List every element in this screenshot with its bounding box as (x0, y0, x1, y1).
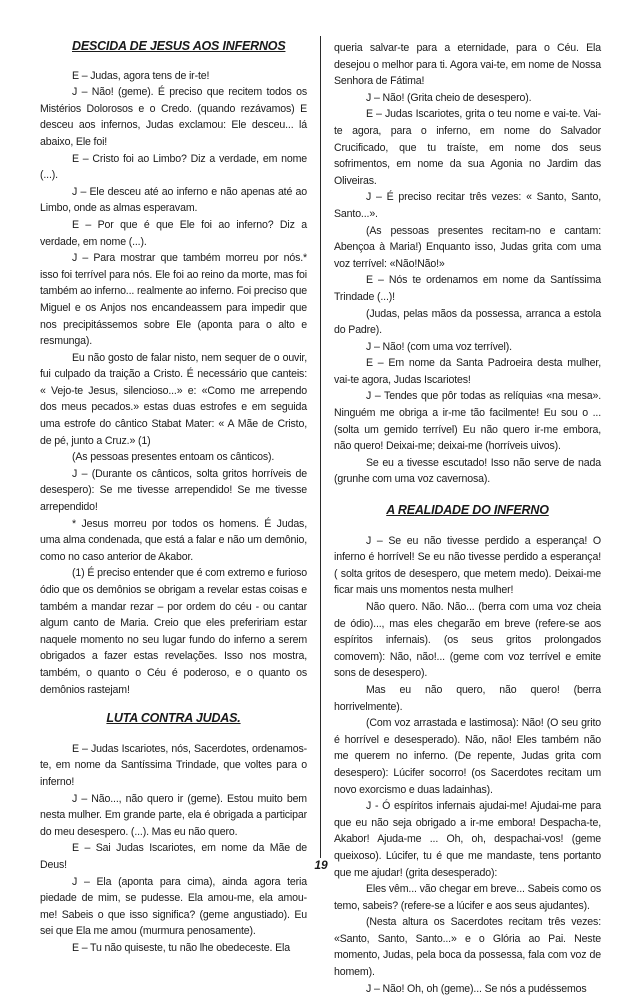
paragraph: J - Ó espíritos infernais ajudai-me! Ajudai-me para que eu não seja obrigado a ir-me embora! Despacha-te, Akabor! Ajuda-me ... Oh, oh, despachai-vos! (geme queixoso). Lúcifer, tu é que me mandaste, tens portanto que me ajudar! (grita desesperado): (334, 800, 601, 879)
paragraph: E – Sai Judas Iscariotes, em nome da Mãe de Deus! (40, 842, 307, 871)
paragraph: E – Cristo foi ao Limbo? Diz a verdade, em nome (...). (40, 152, 307, 182)
paragraph: (Com voz arrastada e lastimosa): Não! (O seu grito é horrível e desesperado). Não, não! Eles também não me querem no inferno. (De repente, Judas grita com desespero): Lúcifer socorro! (os Sacerdotes recitam um novo exorcismo e duas ladainhas). (334, 717, 601, 796)
paragraph: Não quero. Não. Não... (berra com uma voz cheia de ódio)..., mas eles chegarão em breve (refere-se aos espíritos infernais). (os seus gritos prolongados comovem): Não, não!... (geme com voz terrível e emite sons de desespero). (334, 601, 601, 680)
paragraph: queria salvar-te para a eternidade, para o Céu. Ela desejou o melhor para ti. Agora vai-te, em nome de Nossa Senhora de Fátima! (334, 42, 601, 88)
paragraph: E – Judas Iscariotes, grita o teu nome e vai-te. Vai-te agora, para o inferno, em nome do Salvador Crucificado, que tu traíste, em nome dos seus sofrimentos, em nome da sua Agonia no Jardim das Oliveiras. (334, 108, 601, 187)
paragraph: J – (Durante os cânticos, solta gritos horríveis de desespero): Se me tivesse arrependido! Se me tivesse arrependido! (40, 467, 307, 514)
paragraph: E – Judas Iscariotes, nós, Sacerdotes, ordenamos-te, em nome da Santíssima Trindade, que voltes para o inferno! (40, 742, 307, 788)
paragraph: J – É preciso recitar três vezes: « Santo, Santo, Santo...». (334, 191, 601, 220)
paragraph: Se eu a tivesse escutado! Isso não serve de nada (grunhe com uma voz cavernosa). (334, 456, 601, 486)
footnote: * Jesus morreu por todos os homens. É Judas, uma alma condenada, que está a falar e não um demônio, como no caso anterior de Akabor. (40, 517, 307, 563)
paragraph: J – Ele desceu até ao inferno e não apenas até ao Limbo, onde as almas esperavam. (40, 185, 307, 215)
paragraph: Eles vêm... vão chegar em breve... Sabeis como os temo, sabeis? (refere-se a lúcifer e aos seus ajudantes). (334, 883, 601, 912)
paragraph: J – Para mostrar que também morreu por nós.* isso foi terrível para nós. Ele foi ao reino da morte, mas foi também ao inferno... realmente ao inferno. Foi preciso que Miguel e os Anjos nos encandeassem para impedir que nos precipitássemos sobre Ele (aponta para o alto e resmunga). (40, 252, 307, 348)
column-divider (320, 36, 321, 858)
paragraph: J – Ela (aponta para cima), ainda agora teria piedade de mim, se pudesse. Ela amou-me, ela amou-me! Sabeis o que isso significa? (geme angustiado). Eu sei que Ela me amou (murmura penosamente). (40, 875, 307, 938)
paragraph: (As pessoas presentes entoam os cânticos). (72, 451, 275, 464)
paragraph: Eu não gosto de falar nisto, nem sequer de o ouvir, fui culpado da traição a Cristo. É necessário que canteis: « Vejo-te Jesus, silencioso...» e: «Como me arrependo dos meus pecados.» estas duas estrofes e em seguida uma estrofe do cântico Stabat Mater: « A Mãe de Cristo, de pé, junto a Cruz.» (1) (40, 351, 307, 447)
paragraph: Mas eu não quero, não quero! (berra horrivelmente). (334, 683, 601, 713)
paragraph: J – Tendes que pôr todas as relíquias «na mesa». Ninguém me obriga a ir-me tão facilmente! Eu sou o ... (solta um gemido terrível) Eu não quero ir-me embora, não quero! Deixai-me; deixai-me (horríveis uivos). (334, 390, 601, 453)
paragraph: E – Judas, agora tens de ir-te! (72, 69, 210, 82)
paragraph: E – Nós te ordenamos em nome da Santíssima Trindade (...)! (334, 274, 601, 303)
paragraph: E – Em nome da Santa Padroeira desta mulher, vai-te agora, Judas Iscariotes! (334, 357, 601, 386)
paragraph: (Nesta altura os Sacerdotes recitam três vezes: «Santo, Santo, Santo...» e o Glória ao Pai. Neste momento, Judas, pela boca da possessa, fala com voz de homem). (334, 916, 601, 979)
footnote: (1) É preciso entender que é com extremo e furioso ódio que os demônios se obrigam a revelar estas coisas e também a mandar rezar – por ordem do céu - ou cantar algum canto de Maria. Creio que eles prefeririam estar naquele momento no seu lugar fundo do inferno a serem obrigados a fazer estas revelações. Isso nos mostra, também, o quanto o Céu é poderoso, e o quanto os demônios rastejam! (40, 567, 307, 696)
paragraph: J – Não..., não quero ir (geme). Estou muito bem nesta mulher. Em grande parte, ela é obrigada a participar do meu desespero. (...). Mas eu não quero. (40, 792, 307, 838)
left-column (40, 40, 307, 956)
section-heading-realidade: A REALIDADE DO INFERNO (386, 503, 549, 518)
paragraph: J – Se eu não tivesse perdido a esperança! O inferno é horrível! Se eu não tivesse perdido a esperança! ( solta gritos de desespero, que metem medo). Deixai-me ficar mais uns momentos nesta mulher! (334, 534, 601, 597)
paragraph: J – Não! (com uma voz terrível). (366, 340, 512, 353)
paragraph: (Judas, pelas mãos da possessa, arranca a estola do Padre). (334, 307, 601, 337)
paragraph: E – Por que é que Ele foi ao inferno? Diz a verdade, em nome (...). (40, 218, 307, 248)
paragraph: J – Não! (Grita cheio de desespero). (366, 91, 532, 104)
right-column (334, 40, 601, 997)
section-heading-descida: DESCIDA DE JESUS AOS INFERNOS (72, 39, 286, 53)
paragraph: (As pessoas presentes recitam-no e cantam: Abençoa à Maria!) Enquanto isso, Judas grita com uma voz terrível: «Não!Não!» (334, 224, 601, 270)
paragraph: J – Não! Oh, oh (geme)... Se nós a pudéssemos (366, 982, 587, 995)
section-heading-luta: LUTA CONTRA JUDAS. (106, 711, 241, 726)
paragraph: E – Tu não quiseste, tu não lhe obedeceste. Ela (72, 941, 290, 954)
page-number: 19 (314, 858, 328, 872)
paragraph: J – Não! (geme). É preciso que recitem todos os Mistérios Dolorosos e o Credo. (quando rezávamos) E desceu aos infernos, Judas exclamou: Ele desceu... lá abaixo, Ele foi! (40, 86, 307, 148)
